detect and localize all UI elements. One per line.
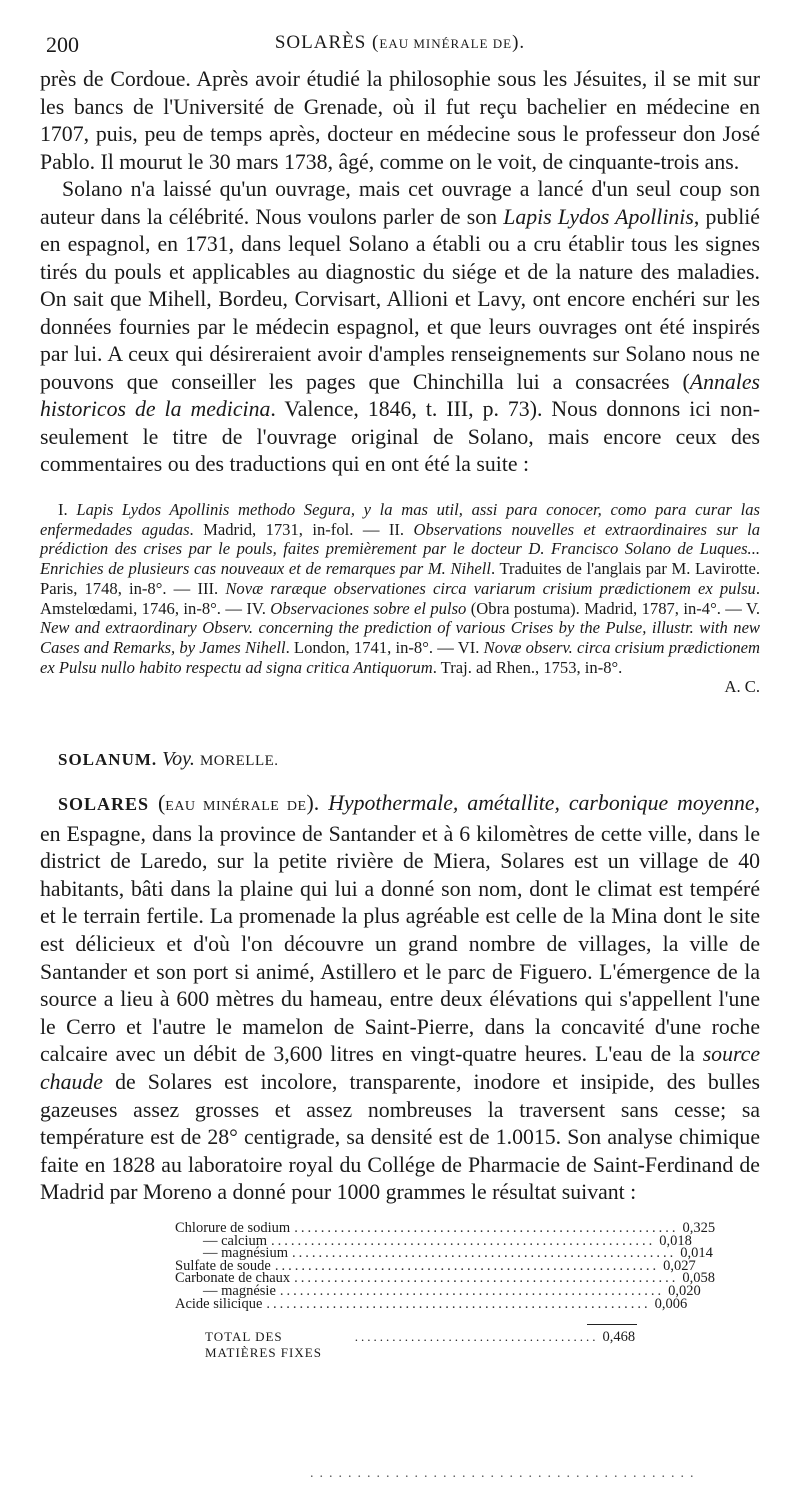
row-label: Sulfate de soude (175, 1257, 271, 1274)
row-label: — magnésie (203, 1282, 276, 1299)
reference-title: Annales historicos de la medicina (40, 369, 760, 421)
row-value: 0,018 (659, 1232, 692, 1249)
table-row: — calcium .......................................................... 0,018 (175, 1235, 645, 1248)
table-row: — magnésie .......................................................... 0,020 (175, 1285, 645, 1298)
paragraph-1: près de Cordoue. Après avoir étudié la philosophie sous les Jésuites, il se mit sur les bancs de l'Université de Grenade, où il fut reçu bachelier en médecine en 1707, puis, peu de temps après, docteur en médecine sous le professeur don José Pablo. Il mourut le 30 mars 1738, âgé, comme on le voit, de cinquante-trois ans. (40, 67, 760, 174)
row-value: 0,058 (682, 1270, 716, 1287)
row-value: 0,020 (668, 1282, 701, 1299)
analysis-table (175, 1220, 716, 1361)
entry-solanum: SOLANUM. Voy. MORELLE. (58, 748, 279, 770)
author-signature: A. C. (724, 677, 760, 697)
table-row: Chlorure de sodium .......................................................... 0,325 (175, 1220, 716, 1236)
row-label: Carbonate de chaux (175, 1270, 291, 1287)
row-value: 0,006 (654, 1295, 688, 1312)
entry-solares: SOLARES (EAU MINÉRALE DE). Hypothermale, amétallite, carbonique moyenne, en Espagne, dans la province de Santander et à 6 kilomètres de cette ville, dans le district de Laredo, sur la petite rivière de Miera, Solares est un village de 40 habitants, bâti dans la plaine qui lui a donné son nom, dont le climat est tempéré et le terrain fertile. La promenade la plus agréable est celle de la Mina dont le site est délicieux et d'où l'on découvre un grand nombre de villages, la ville de Santander et son port si animé, Astillero et le parc de Figuero. L'émergence de la source a lieu à 600 mètres du hameau, entre deux élévations qui s'appellent l'une le Cerro et l'autre le mamelon de Saint-Pierre, dans la concavité d'une roche calcaire avec un débit de 3,600 litres en vingt-quatre heures. L'eau de la source chaude de Solares est incolore, transparente, inodore et insipide, des bulles gazeuses assez grosses et assez nombreuses la traversent sans cesse; sa température est de 28° centigrade, sa densité est de 1.0015. Son analyse chimique faite en 1828 au laboratoire royal du Collége de Pharmacie de Saint-Ferdinand de Madrid par Moreno a donné pour 1000 grammes le résultat suivant : (40, 791, 760, 1205)
table-row: Carbonate de chaux .......................................................... 0,058 (175, 1270, 716, 1287)
row-label: Chlorure de sodium (175, 1220, 291, 1236)
page-number: 200 (46, 32, 79, 57)
total-rule (587, 1324, 637, 1325)
book-title: Lapis Lydos Apollinis (503, 204, 694, 229)
table-row: — magnésium .......................................................... 0,014 (175, 1247, 645, 1260)
row-label: — calcium (203, 1232, 268, 1249)
row-value: 0,325 (682, 1220, 716, 1236)
table-row: Acide silicique .......................................................... 0,006 (175, 1295, 688, 1312)
row-value: 0,014 (680, 1245, 713, 1262)
row-value: 0,027 (663, 1257, 696, 1274)
footer-rule: ......................................... (310, 1466, 700, 1481)
row-label: Acide silicique (175, 1295, 263, 1312)
entry-term: SOLARES (58, 794, 150, 814)
row-label: — magnésium (203, 1245, 288, 1262)
table-row: Sulfate de soude .......................................................... 0,027 (175, 1257, 696, 1274)
running-title: SOLARÈS (EAU MINÉRALE DE). (274, 32, 526, 53)
paragraph-2: Solano n'a laissé qu'un ouvrage, mais cet ouvrage a lancé d'un seul coup son auteur dans la célébrité. Nous voulons parler de son Lapis Lydos Apollinis, publié en espagnol, en 1731, dans lequel Solano a établi ou a cru établir tous les signes tirés du pouls et applicables au diagnostic du siége et de la nature des maladies. On sait que Mihell, Bordeu, Corvisart, Allioni et Lavy, ont encore enchéri sur les données fournies par le médecin espagnol, et que leurs ouvrages ont été inspirés par lui. A ceux qui désireraient avoir d'amples renseignements sur Solano nous ne pouvons que conseiller les pages que Chinchilla lui a consacrées (Annales historicos de la medicina. Valence, 1846, t. III, p. 73). Nous donnons ici non-seulement le titre de l'ouvrage original de Solano, mais encore ceux des commentaires ou des traductions qui en ont été la suite : (40, 177, 760, 476)
bibliography-notes: I. Lapis Lydos Apollinis methodo Segura, y la mas util, assi para conocer, como para curar las enfermedades agudas. Madrid, 1731, in-fol. — II. Observations nouvelles et extraordinaires sur la prédiction des crises par le pouls, faites premièrement par le docteur D. Francisco Solano de Luques... Enrichies de plusieurs cas nouveaux et de remarques par M. Nihell. Traduites de l'anglais par M. Lavirotte. Paris, 1748, in-8°. — III. Novæ raræque observationes circa variarum crisium prædictionem ex pulsu. Amstelœdami, 1746, in-8°. — IV. Observaciones sobre el pulso (Obra postuma). Madrid, 1787, in-4°. — V. New and extraordinary Observ. concerning the prediction of various Crises by the Pulse, illustr. with new Cases and Remarks, by James Nihell. London, 1741, in-8°. — VI. Novæ observ. circa crisium prædictionem ex Pulsu nullo habito respectu ad signa critica Antiquorum. Traj. ad Rhen., 1753, in-8°. A. C. (40, 500, 761, 697)
page-header (40, 32, 760, 62)
total-row: TOTAL DES MATIÈRES FIXES ....................................... 0,468 (205, 1329, 636, 1361)
body-text (40, 66, 760, 479)
